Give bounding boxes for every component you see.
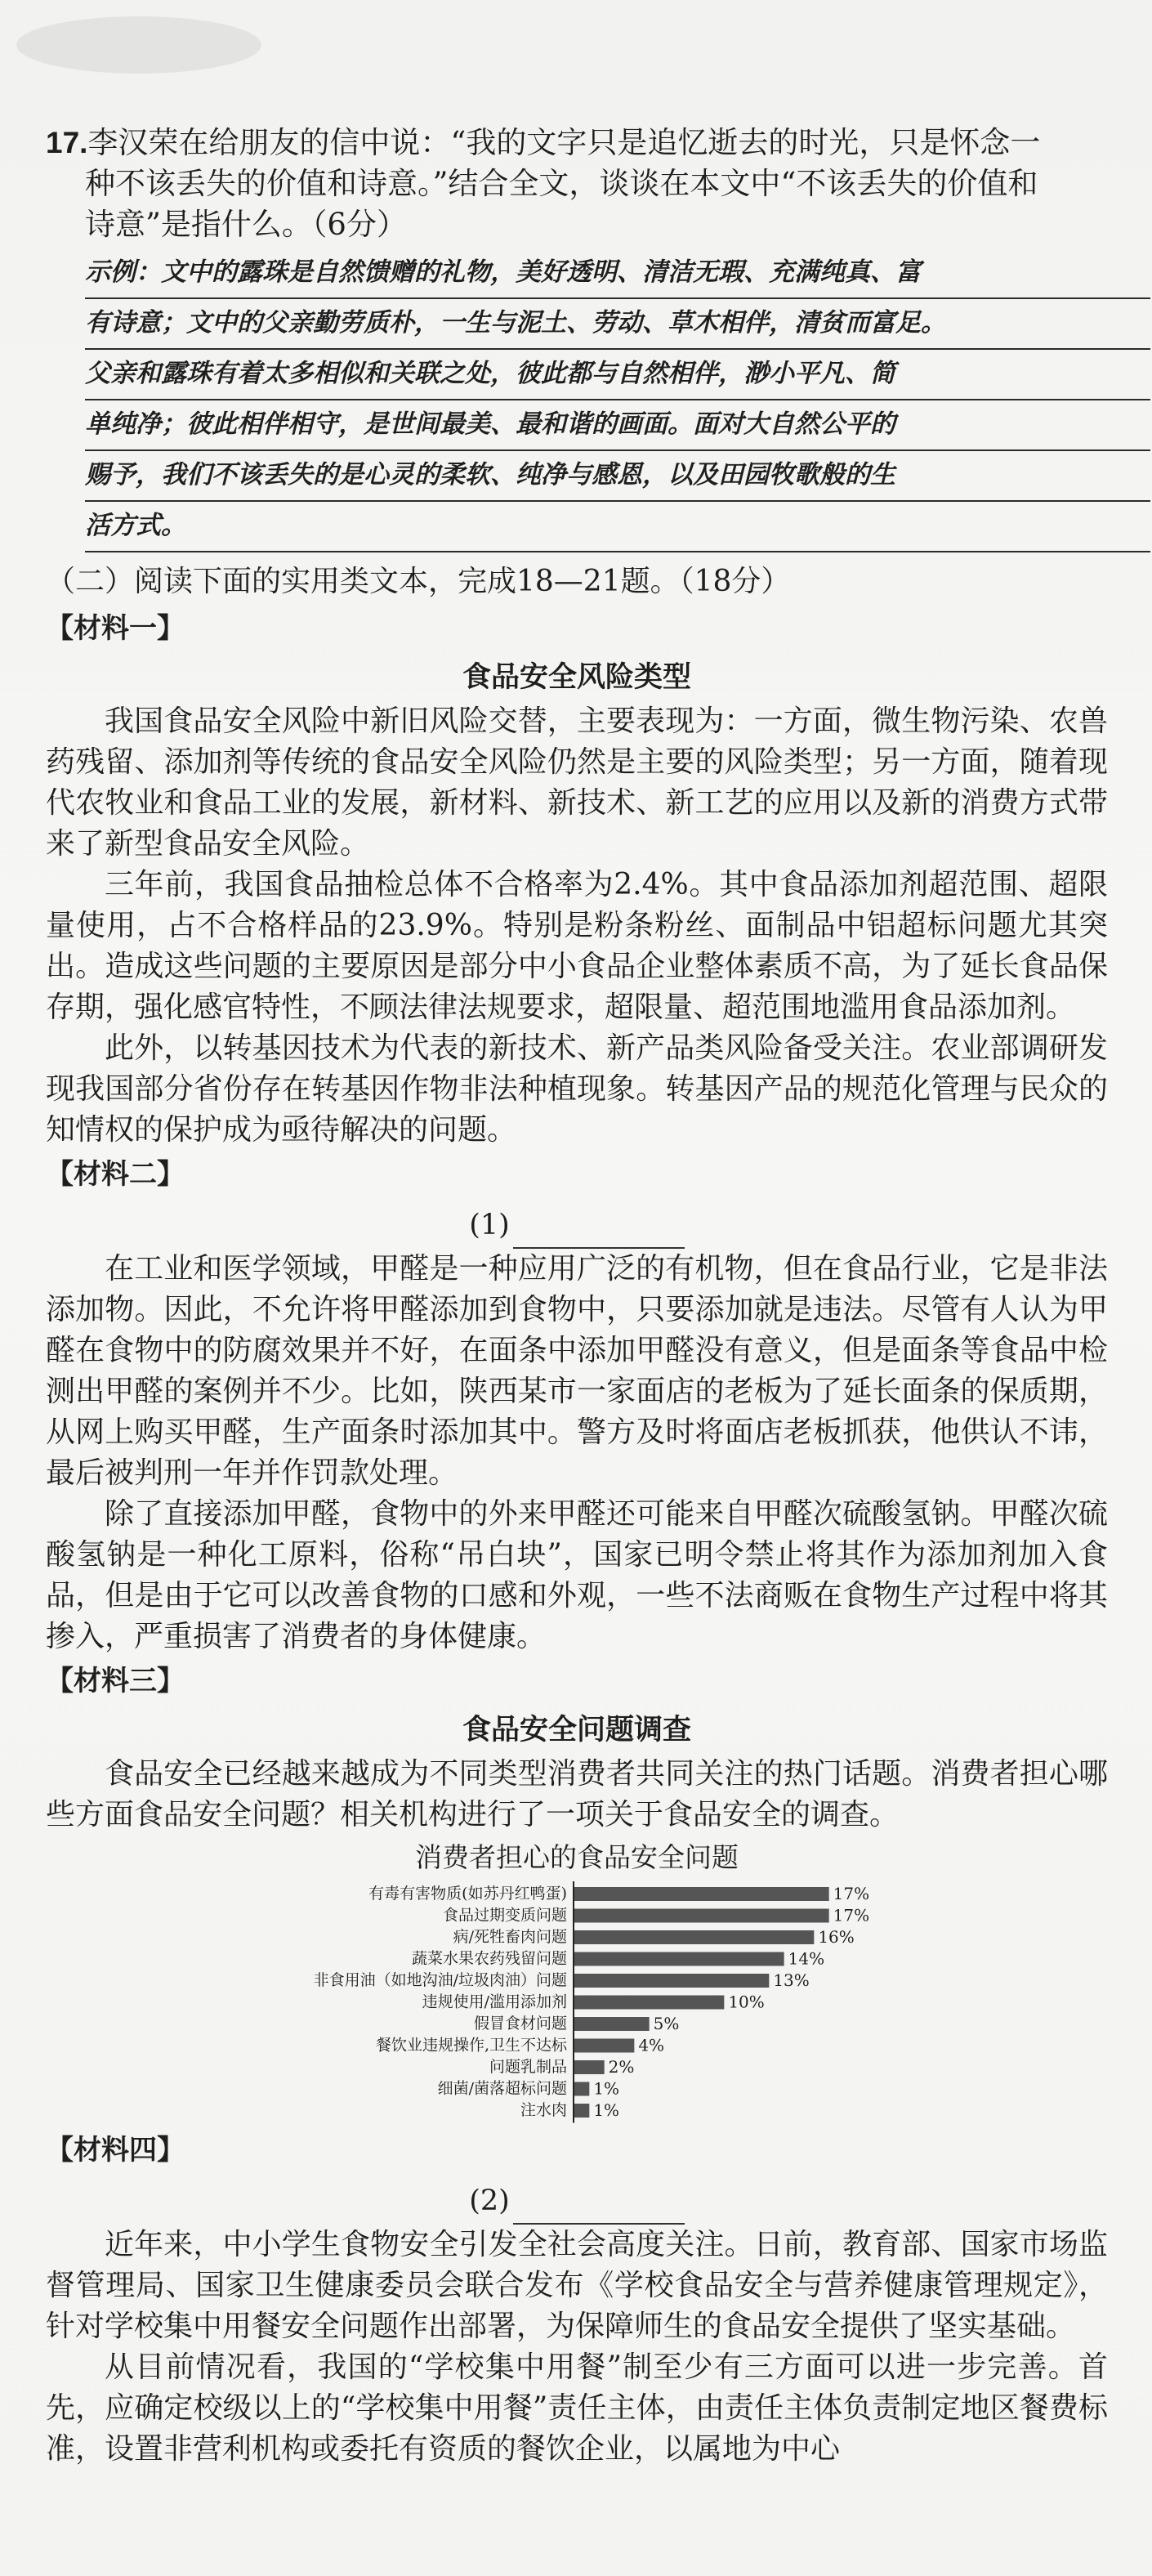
bar	[574, 1909, 829, 1923]
value-label: 1%	[593, 2078, 620, 2099]
blank-number: (2)	[469, 2185, 510, 2217]
material-1-title: 食品安全风险类型	[462, 661, 691, 694]
value-label: 17%	[833, 1905, 870, 1925]
category-label: 有毒有害物质(如苏丹红鸭蛋)	[368, 1885, 567, 1903]
question-17-line-3: 诗意”是指什么。（6分）	[85, 207, 407, 242]
category-label: 细菌/菌落超标问题	[437, 2079, 567, 2098]
question-17	[46, 123, 1108, 552]
category-label: 病/死牲畜肉问题	[453, 1928, 567, 1946]
value-label: 13%	[773, 1970, 810, 1990]
answer-line: 活方式。	[85, 502, 1150, 552]
value-label: 5%	[653, 2014, 680, 2033]
bar	[574, 2039, 634, 2053]
handwritten-answer	[85, 248, 1150, 552]
category-label: 注水肉	[520, 2101, 567, 2119]
survey-chart	[46, 1837, 1108, 2127]
material-2-paragraph: 除了直接添加甲醛，食物中的外来甲醛还可能来自甲醛次硫酸氢钠。甲醛次硫酸氢钠是一种化工原料，俗称“吊白块”，国家已明令禁止将其作为添加剂加入食品，但是由于它可以改善食物的口感和外观，一些不法商贩在食物生产过程中将其掺入，严重损害了消费者的身体健康。	[46, 1497, 1108, 1653]
value-label: 14%	[788, 1948, 825, 1969]
chart-title: 消费者担心的食品安全问题	[415, 1841, 739, 1873]
question-17-line-2: 种不该丢失的价值和诗意。”结合全文，谈谈在本文中“不该丢失的价值和	[85, 166, 1038, 201]
material-3-paragraph: 食品安全已经越来越成为不同类型消费者共同关注的热门话题。消费者担心哪些方面食品安全问题？相关机构进行了一项关于食品安全的调查。	[46, 1757, 1108, 1831]
category-label: 问题乳制品	[489, 2058, 567, 2076]
bar	[574, 2104, 589, 2118]
fill-in-blank	[513, 1218, 685, 1249]
answer-line: 父亲和露珠有着太多相似和关联之处，彼此都与自然相伴，渺小平凡、简	[85, 350, 1150, 400]
value-label: 2%	[608, 2057, 635, 2077]
scan-shadow	[16, 16, 261, 74]
value-label: 17%	[833, 1884, 870, 1903]
bar	[574, 2082, 589, 2096]
material-4-paragraph: 从目前情况看，我国的“学校集中用餐”制至少有三方面可以进一步完善。首先，应确定校级以上的“学校集中用餐”责任主体，由责任主体负责制定地区餐费标准，设置非营利机构或委托有资质的餐饮企业，以属地为中心	[46, 2350, 1108, 2466]
material-1-paragraph: 我国食品安全风险中新旧风险交替，主要表现为：一方面，微生物污染、农兽药残留、添加剂等传统的食品安全风险仍然是主要的风险类型；另一方面，随着现代农牧业和食品工业的发展，新材料、新技术、新工艺的应用以及新的消费方式带来了新型食品安全风险。	[46, 704, 1108, 861]
material-4-paragraph: 近年来，中小学生食物安全引发全社会高度关注。日前，教育部、国家市场监督管理局、国家卫生健康委员会联合发布《学校食品安全与营养健康管理规定》，针对学校集中用餐安全问题作出部署，为保障师生的食品安全提供了坚实基础。	[46, 2228, 1108, 2343]
category-label: 蔬菜水果农药残留问题	[411, 1949, 567, 1968]
value-label: 1%	[593, 2100, 620, 2120]
bar	[574, 1887, 829, 1901]
material-2-paragraph: 在工业和医学领域，甲醛是一种应用广泛的有机物，但在食品行业，它是非法添加物。因此，不允许将甲醛添加到食物中，只要添加就是违法。尽管有人认为甲醛在食物中的防腐效果并不好，在面条中添加甲醛没有意义，但是面条等食品中检测出甲醛的案例并不少。比如，陕西某市一家面店的老板为了延长面条的保质期，从网上购买甲醛，生产面条时添加其中。警方及时将面店老板抓获，他供认不讳，最后被判刑一年并作罚款处理。	[46, 1252, 1108, 1490]
bar	[574, 1974, 769, 1988]
material-3-title: 食品安全问题调查	[462, 1714, 691, 1746]
category-label: 餐饮业违规操作,卫生不达标	[375, 2036, 567, 2055]
question-number: 17.	[46, 126, 88, 159]
category-label: 违规使用/滥用添加剂	[422, 1992, 567, 2011]
value-label: 10%	[728, 1992, 765, 2012]
bar	[574, 1996, 724, 2010]
answer-line: 单纯净；彼此相伴相守，是世间最美、最和谐的画面。面对大自然公平的	[85, 400, 1150, 451]
fill-in-blank	[513, 2194, 685, 2225]
bar	[574, 1952, 784, 1966]
category-label: 食品过期变质问题	[442, 1906, 567, 1925]
material-2-label: 【材料二】	[46, 1158, 185, 1191]
section-heading: （二）阅读下面的实用类文本，完成18—21题。（18分）	[46, 565, 791, 598]
category-label: 非食用油（如地沟油/垃圾肉油）问题	[313, 1971, 567, 1989]
document-body	[46, 123, 1108, 2470]
material-1-label: 【材料一】	[46, 612, 185, 645]
material-3-label: 【材料三】	[46, 1665, 185, 1697]
material-1-paragraph: 此外，以转基因技术为代表的新技术、新产品类风险备受关注。农业部调研发现我国部分省份存在转基因作物非法种植现象。转基因产品的规范化管理与民众的知情权的保护成为亟待解决的问题。	[46, 1031, 1108, 1147]
material-4-title-blank	[46, 2177, 1108, 2225]
value-label: 4%	[638, 2035, 665, 2055]
material-1-paragraph: 三年前，我国食品抽检总体不合格率为2.4%。其中食品添加剂超范围、超限量使用，占不合格样品的23.9%。特别是粉条粉丝、面制品中铝超标问题尤其突出。造成这些问题的主要原因是部分中小食品企业整体素质不高，为了延长食品保存期，强化感官特性，不顾法律法规要求，超限量、超范围地滥用食品添加剂。	[46, 868, 1108, 1024]
bar	[574, 2060, 605, 2074]
question-17-line-1: 17.李汉荣在给朋友的信中说：“我的文字只是追忆逝去的时光，只是怀念一	[46, 125, 1041, 160]
bar-chart	[46, 1878, 1108, 2123]
material-2-title-blank	[46, 1201, 1108, 1249]
answer-line: 赐予，我们不该丢失的是心灵的柔软、纯净与感恩，以及田园牧歌般的生	[85, 451, 1150, 502]
answer-line: 有诗意；文中的父亲勤劳质朴，一生与泥土、劳动、草木相伴，清贫而富足。	[85, 299, 1150, 350]
material-4-label: 【材料四】	[46, 2134, 185, 2167]
answer-line: 示例：文中的露珠是自然馈赠的礼物，美好透明、清洁无瑕、充满纯真、富	[85, 248, 1150, 299]
bar	[574, 1930, 814, 1944]
bar	[574, 2017, 650, 2031]
category-label: 假冒食材问题	[473, 2015, 567, 2033]
blank-number: (1)	[469, 1209, 510, 1241]
value-label: 16%	[818, 1927, 855, 1947]
